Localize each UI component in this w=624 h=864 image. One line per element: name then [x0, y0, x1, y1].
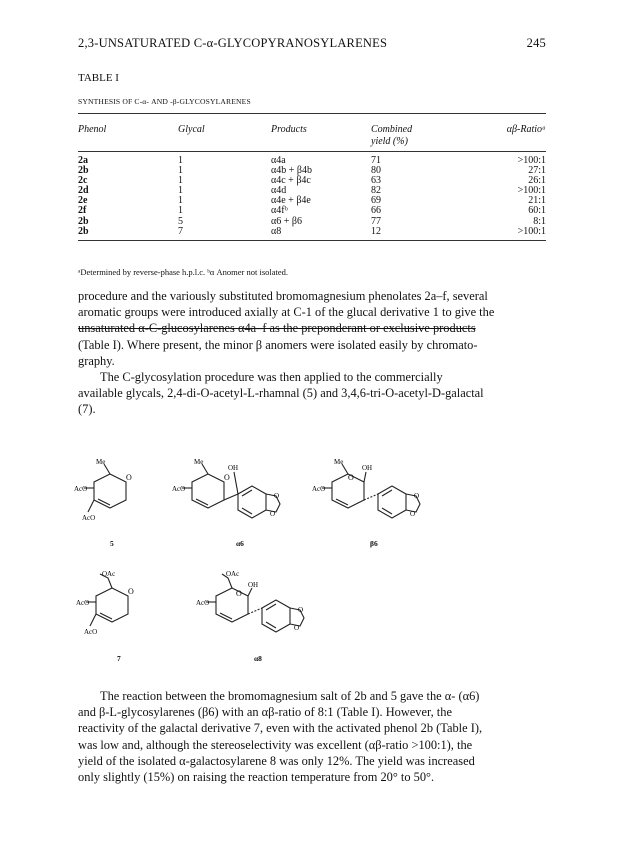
- text-line: graphy.: [78, 353, 115, 368]
- text-line: The reaction between the bromomagnesium salt of 2b and 5 gave the α- (α6): [100, 689, 480, 703]
- cell-yield: 66: [371, 205, 381, 217]
- cell-ratio: 27:1: [528, 165, 546, 177]
- cell-phenol: 2a: [78, 155, 88, 166]
- paragraph-3: [78, 688, 546, 785]
- cell-products: α4a: [271, 155, 286, 166]
- cell-yield: 69: [371, 195, 381, 207]
- cell-glycal: 1: [178, 195, 183, 207]
- col-header-phenol: Phenol: [78, 124, 107, 135]
- cell-phenol: 2c: [78, 175, 88, 187]
- cell-products: α4e + β4e: [271, 195, 311, 207]
- table-row: [78, 166, 546, 176]
- cell-glycal: 1: [178, 185, 183, 197]
- structure-alpha-6: [172, 452, 292, 528]
- label-alpha-8: α8: [254, 654, 262, 663]
- cell-products: α8: [271, 225, 282, 237]
- mol-text: O: [410, 510, 416, 518]
- mol-text: AcO: [172, 485, 186, 493]
- table-caption: SYNTHESIS OF C-α- AND -β-GLYCOSYLARENES: [78, 97, 251, 106]
- mol-text: O: [348, 473, 354, 482]
- table-row: [78, 217, 546, 227]
- label-7: 7: [117, 654, 121, 663]
- table-row: [78, 176, 546, 186]
- text-line: and β-L-glycosylarenes (β6) with an αβ-ratio of 8:1 (Table I). However, the: [78, 705, 452, 720]
- structure-beta-6: [312, 452, 432, 528]
- cell-phenol: 2b: [78, 215, 89, 227]
- cell-products: α4b + β4b: [271, 165, 312, 177]
- mol-text: AcO: [84, 628, 98, 636]
- cell-ratio: 26:1: [528, 175, 546, 187]
- cell-ratio: >100:1: [517, 155, 546, 166]
- cell-products: α4c + β4c: [271, 175, 311, 187]
- mol-text: Me: [334, 458, 344, 466]
- mol-text: AcO: [74, 485, 88, 493]
- cell-glycal: 5: [178, 215, 183, 227]
- text-line: The C-glycosylation procedure was then applied to the commercially: [100, 370, 443, 384]
- table-row: [78, 206, 546, 216]
- table-label: TABLE I: [78, 72, 119, 84]
- cell-yield: 12: [371, 225, 381, 237]
- cell-ratio: 60:1: [528, 205, 546, 217]
- text-line: procedure and the variously substituted bromomagnesium phenolates 2a–f, several: [78, 289, 488, 303]
- structure-alpha-8: [196, 566, 316, 642]
- cell-phenol: 2f: [78, 205, 87, 217]
- cell-yield: 63: [371, 175, 381, 187]
- structure-7: [76, 566, 156, 642]
- text-line: aromatic groups were introduced axially at C-1 of the glucal derivative 1 to give the: [78, 305, 495, 320]
- col-header-yield: yield (%): [371, 136, 408, 147]
- table-footnote: ᵃDetermined by reverse-phase h.p.l.c. ᵇα Anomer not isolated.: [78, 267, 289, 277]
- text-line: was low and, although the stereoselectivity was excellent (αβ-ratio >100:1), the: [78, 737, 473, 752]
- text-line: unsaturated α-C-glucosylarenes α4a–f as the preponderant or exclusive products: [78, 321, 476, 336]
- mol-text: O: [294, 624, 300, 632]
- table-body: [78, 156, 546, 237]
- mol-text: OH: [248, 581, 259, 589]
- text-line: available glycals, 2,4-di-O-acetyl-L-rhamnal (5) and 3,4,6-tri-O-acetyl-D-galactal: [78, 386, 484, 401]
- text-line: (Table I). Where present, the minor β anomers were isolated easily by chromato-: [78, 337, 478, 352]
- cell-phenol: 2b: [78, 165, 89, 177]
- cell-yield: 77: [371, 215, 381, 227]
- cell-yield: 82: [371, 185, 381, 197]
- cell-yield: 71: [371, 155, 381, 166]
- mol-text: Me: [194, 458, 204, 466]
- paragraph-2: [78, 369, 546, 418]
- cell-ratio: >100:1: [517, 225, 546, 237]
- col-header-ratio: αβ-Ratioᵃ: [506, 124, 546, 135]
- table-row: [78, 227, 546, 237]
- cell-glycal: 1: [178, 165, 183, 177]
- table-row: [78, 196, 546, 206]
- table-bottom-rule: [78, 240, 546, 241]
- mol-text: OH: [362, 464, 373, 472]
- cell-products: α4d: [271, 185, 287, 197]
- structure-5: [74, 452, 154, 528]
- mol-text: O: [128, 587, 134, 596]
- mol-text: AcO: [82, 514, 96, 522]
- mol-text: AcO: [312, 485, 326, 493]
- cell-glycal: 7: [178, 225, 183, 237]
- running-header: [78, 36, 546, 51]
- col-header-products: Products: [271, 124, 307, 135]
- col-header-glycal: Glycal: [178, 124, 205, 135]
- header-title: 2,3-UNSATURATED C-α-GLYCOPYRANOSYLARENES: [78, 36, 388, 50]
- table-row: [78, 186, 546, 196]
- cell-phenol: 2e: [78, 195, 88, 207]
- mol-text: OH: [228, 464, 239, 472]
- mol-text: O: [126, 473, 132, 482]
- cell-ratio: 8:1: [533, 215, 546, 227]
- cell-glycal: 1: [178, 155, 183, 166]
- table-top-rule: [78, 113, 546, 114]
- text-line: reactivity of the galactal derivative 7, even with the activated phenol 2b (Table I),: [78, 721, 483, 736]
- cell-glycal: 1: [178, 175, 183, 187]
- cell-phenol: 2d: [78, 185, 89, 197]
- label-5: 5: [110, 539, 114, 548]
- mol-text: O: [414, 492, 420, 500]
- cell-yield: 80: [371, 165, 381, 177]
- cell-ratio: >100:1: [517, 185, 546, 197]
- col-header-combined: Combined: [371, 124, 413, 135]
- mol-text: O: [236, 589, 242, 598]
- label-beta-6: β6: [370, 539, 378, 548]
- page-number: 245: [526, 36, 546, 50]
- mol-text: O: [224, 473, 230, 482]
- mol-text: O: [274, 492, 280, 500]
- mol-text: OAc: [102, 570, 116, 578]
- paragraph-1: [78, 288, 546, 369]
- table-row: [78, 156, 546, 166]
- label-alpha-6: α6: [236, 539, 244, 548]
- cell-phenol: 2b: [78, 225, 89, 237]
- table-header-rule: [78, 151, 546, 152]
- cell-products: α4fᵇ: [271, 205, 288, 217]
- mol-text: AcO: [196, 599, 210, 607]
- cell-ratio: 21:1: [528, 195, 546, 207]
- text-line: only slightly (15%) on raising the reaction temperature from 20° to 50°.: [78, 770, 435, 785]
- text-line: (7).: [78, 402, 96, 417]
- text-line: yield of the isolated α-galactosylarene 8 was only 12%. The yield was increased: [78, 753, 475, 768]
- mol-text: Me: [96, 458, 106, 466]
- mol-text: O: [298, 606, 304, 614]
- mol-text: AcO: [76, 599, 90, 607]
- cell-products: α6 + β6: [271, 215, 302, 227]
- cell-glycal: 1: [178, 205, 183, 217]
- mol-text: OAc: [226, 570, 240, 578]
- mol-text: O: [270, 510, 276, 518]
